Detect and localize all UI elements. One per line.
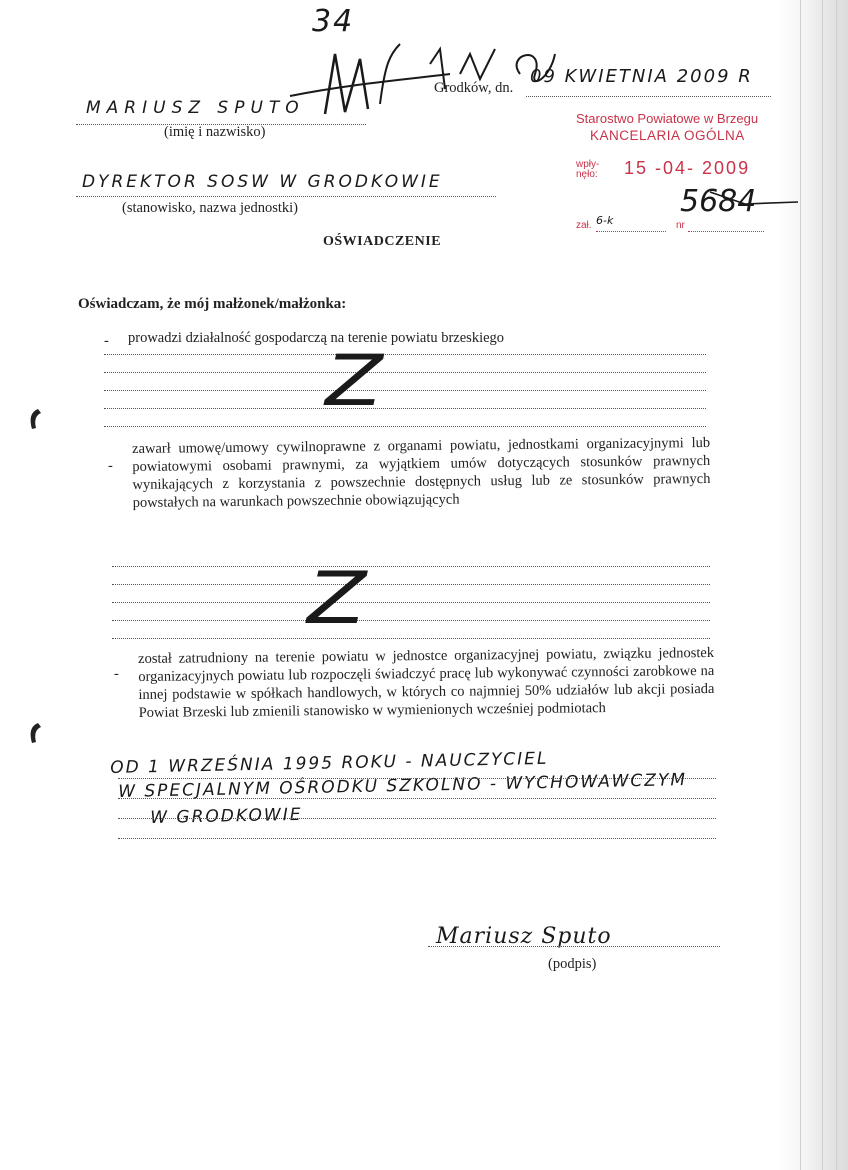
item-3-answer-line-1: OD 1 WRZEŚNIA 1995 ROKU - NAUCZYCIEL: [110, 748, 549, 778]
signature-caption: (podpis): [548, 956, 597, 972]
answer-line: [118, 798, 716, 799]
position-handwritten: DYREKTOR SOSW W GRODKOWIE: [82, 172, 443, 192]
item-3-answer-line-3: W GRODKOWIE: [150, 804, 303, 828]
item-2-bullet: -: [108, 458, 113, 474]
punch-hole-icon: [28, 408, 42, 430]
item-2-answer-mark: Z: [307, 556, 367, 640]
item-3-bullet: -: [114, 666, 119, 682]
answer-line: [118, 818, 716, 819]
answer-line: [112, 638, 710, 639]
name-handwritten: MARIUSZ SPUTO: [86, 98, 305, 118]
answer-line: [112, 602, 710, 603]
stamp-received-date: 15 -04- 2009: [624, 158, 751, 178]
paper-edge-line: [822, 0, 823, 1170]
paper-edge-line: [800, 0, 801, 1170]
name-caption: (imię i nazwisko): [164, 124, 266, 140]
answer-line: [112, 566, 710, 567]
stamp-office-division: KANCELARIA OGÓLNA: [590, 128, 745, 143]
item-1-answer-mark: Z: [325, 340, 383, 422]
punch-hole-icon: [28, 722, 42, 744]
document-title: OŚWIADCZENIE: [323, 234, 442, 249]
answer-line: [104, 390, 706, 391]
stamp-zal-label: zał.: [576, 220, 592, 231]
answer-line: [118, 838, 716, 839]
answer-line: [104, 426, 706, 427]
stamp-zal-value: 6-k: [596, 214, 614, 227]
position-caption: (stanowisko, nazwa jednostki): [122, 200, 298, 216]
answer-line: [104, 372, 706, 373]
answer-line: [118, 778, 716, 779]
answer-line: [112, 620, 710, 621]
stamp-nr-value: 5684: [680, 184, 757, 219]
date-handwritten: 09 KWIETNIA 2009 R: [530, 66, 753, 87]
answer-line: [112, 584, 710, 585]
item-3-answer-line-2: W SPECJALNYM OŚRODKU SZKOLNO - WYCHOWAWCZYM: [118, 770, 688, 802]
item-1-text: prowadzi działalność gospodarczą na terenie powiatu brzeskiego: [128, 330, 505, 346]
place-label: Grodków, dn.: [434, 80, 514, 96]
stamp-zal-dotted-line: [596, 231, 666, 232]
signature-dotted-line: [428, 946, 720, 947]
stamp-received-label: wpły- nęło:: [576, 159, 600, 180]
signature-handwritten: Mariusz Sputo: [436, 924, 612, 949]
answer-line: [104, 408, 706, 409]
paper-edge-line: [836, 0, 837, 1170]
stamp-nr-dotted-line: [688, 231, 764, 232]
item-2-text: zawarł umowę/umowy cywilnoprawne z organami powiatu, jednostkami organizacyjnymi lub powiatowymi osobami prawnymi, za wyjątkiem umów dotyczących stosunków prawnych wynikających z korzystania z powszechnie dostępnych usług lub ze stosunków prawnych powstałych na warunkach powszechnie obowiązujących: [132, 434, 711, 511]
stamp-office-name: Starostwo Powiatowe w Brzegu: [576, 111, 759, 126]
answer-line: [104, 354, 706, 355]
stamp-nr-label: nr: [676, 220, 685, 231]
case-number-note: 34: [312, 4, 355, 39]
item-3-text: został zatrudniony na terenie powiatu w jednostce organizacyjnej powiatu, związku jednostek organizacyjnych powiatu lub rozpoczęli świadczyć pracę lub wykonywać czynności zarobkowe na innej podstawie w spółkach handlowych, w których co najmniej 50% udziałów lub akcji posiada Powiat Brzeski lub zmienili stanowisko w wymienionych wcześniej podmiotach: [138, 644, 715, 721]
item-1-bullet: -: [104, 333, 109, 349]
stamp-nr-underline-stroke-icon: [700, 190, 800, 220]
statement-intro: Oświadczam, że mój małżonek/małżonka:: [78, 296, 347, 312]
paper-stack-edge: [778, 0, 848, 1170]
position-dotted-line: [76, 196, 496, 197]
date-dotted-line: [526, 96, 771, 97]
